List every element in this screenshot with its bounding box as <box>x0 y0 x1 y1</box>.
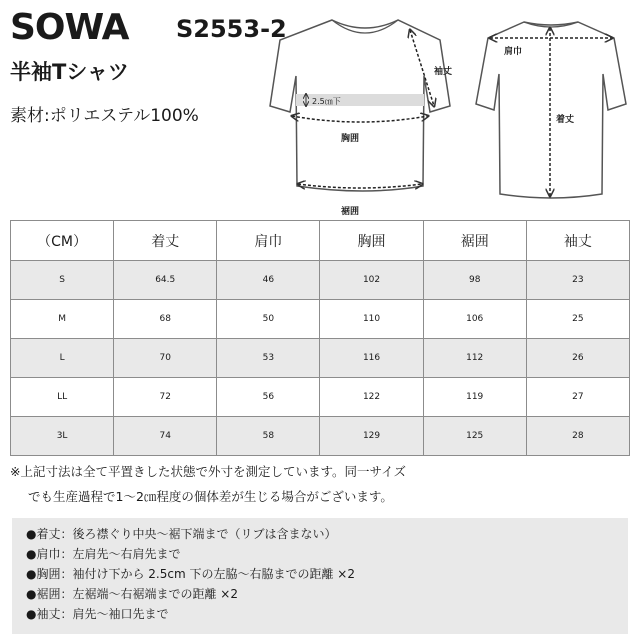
value-cell: 64.5 <box>114 261 217 300</box>
value-cell: 119 <box>423 378 526 417</box>
definition-hem: ●裾囲：左裾端〜右裾端までの距離 ×2 <box>26 587 238 601</box>
value-cell: 68 <box>114 300 217 339</box>
value-cell: 26 <box>526 339 629 378</box>
chest-label: 胸囲 <box>341 134 360 144</box>
value-cell: 125 <box>423 417 526 456</box>
back-shirt-diagram <box>466 6 636 210</box>
value-cell: 110 <box>320 300 423 339</box>
definition-chest: ●胸囲：袖付け下から 2.5cm 下の左脇〜右脇までの距離 ×2 <box>26 567 355 581</box>
front-shirt-diagram <box>262 6 462 220</box>
table-row <box>11 378 630 417</box>
value-cell: 58 <box>217 417 320 456</box>
measurement-definitions <box>12 518 628 634</box>
size-table-header <box>11 221 630 261</box>
definition-sleeve: ●袖丈：肩先〜袖口先まで <box>26 607 169 621</box>
measurement-note <box>10 459 635 509</box>
table-row <box>11 300 630 339</box>
value-cell: 122 <box>320 378 423 417</box>
sleeve-label: 袖丈 <box>434 67 453 77</box>
product-title: 半袖Tシャツ <box>10 60 129 84</box>
value-cell: 23 <box>526 261 629 300</box>
definition-length: ●着丈：後ろ襟ぐり中央〜裾下端まで（リブは含まない） <box>26 527 337 541</box>
value-cell: 106 <box>423 300 526 339</box>
header-sleeve: 袖丈 <box>526 221 629 261</box>
value-cell: 129 <box>320 417 423 456</box>
note-line-1: ※上記寸法は全て平置きした状態で外寸を測定しています。同一サイズ <box>10 464 406 479</box>
header-chest: 胸囲 <box>320 221 423 261</box>
value-cell: 112 <box>423 339 526 378</box>
value-cell: 72 <box>114 378 217 417</box>
hem-label: 裾囲 <box>341 207 360 217</box>
value-cell: 53 <box>217 339 320 378</box>
table-row <box>11 339 630 378</box>
shoulder-label: 肩巾 <box>504 47 523 57</box>
header-shoulder: 肩巾 <box>217 221 320 261</box>
header-hem: 裾囲 <box>423 221 526 261</box>
value-cell: 46 <box>217 261 320 300</box>
header-length: 着丈 <box>114 221 217 261</box>
material-text: 素材:ポリエステル100% <box>10 106 199 126</box>
header-unit: （CM） <box>11 221 114 261</box>
size-cell: L <box>11 339 114 378</box>
value-cell: 27 <box>526 378 629 417</box>
value-cell: 56 <box>217 378 320 417</box>
value-cell: 102 <box>320 261 423 300</box>
size-cell: M <box>11 300 114 339</box>
value-cell: 116 <box>320 339 423 378</box>
size-cell: LL <box>11 378 114 417</box>
table-row <box>11 417 630 456</box>
size-cell: S <box>11 261 114 300</box>
product-code: S2553-2 <box>176 15 287 43</box>
note-line-2: でも生産過程で1〜2㎝程度の個体差が生じる場合がございます。 <box>28 489 393 504</box>
value-cell: 98 <box>423 261 526 300</box>
length-label: 着丈 <box>556 115 575 125</box>
table-row <box>11 261 630 300</box>
value-cell: 70 <box>114 339 217 378</box>
value-cell: 74 <box>114 417 217 456</box>
brand-logo: SOWA <box>10 7 129 48</box>
size-table <box>10 220 630 456</box>
value-cell: 25 <box>526 300 629 339</box>
chest-offset-label: 2.5㎝下 <box>312 97 341 106</box>
value-cell: 28 <box>526 417 629 456</box>
size-cell: 3L <box>11 417 114 456</box>
definition-shoulder: ●肩巾：左肩先〜右肩先まで <box>26 547 181 561</box>
back-shirt-outline <box>476 22 626 198</box>
value-cell: 50 <box>217 300 320 339</box>
